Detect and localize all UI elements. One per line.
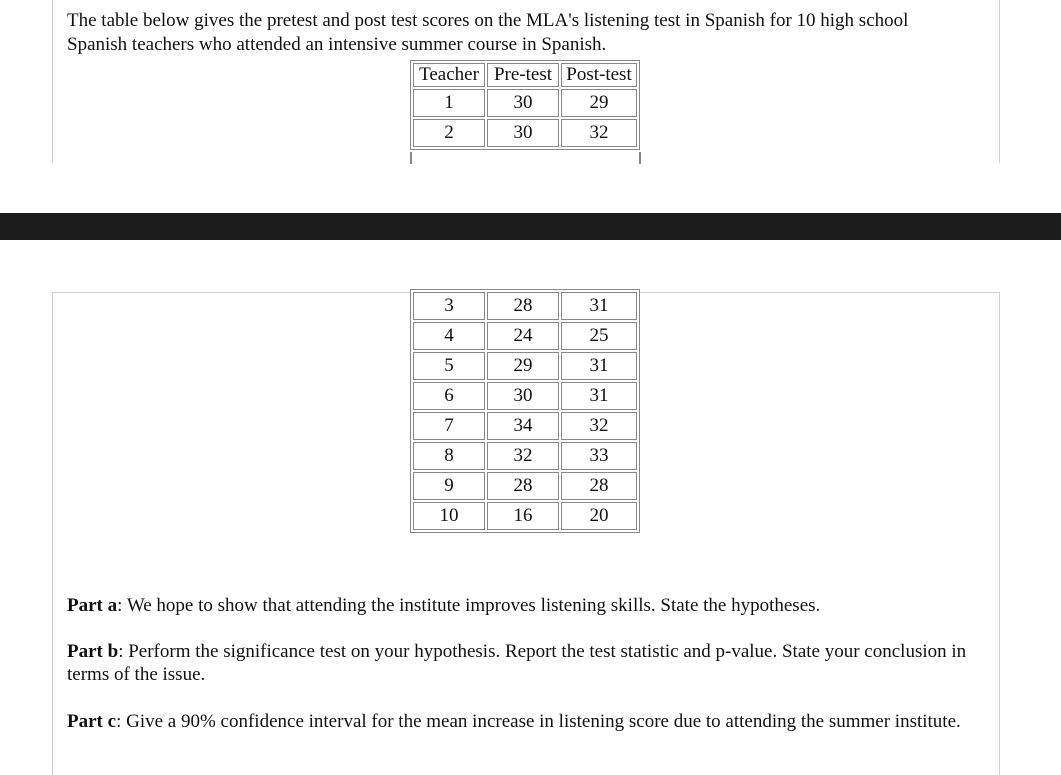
cell-teacher: 10 xyxy=(413,502,485,530)
cell-teacher: 1 xyxy=(413,89,485,117)
header-teacher: Teacher xyxy=(413,63,485,87)
table-row xyxy=(413,119,637,147)
cell-pretest: 32 xyxy=(487,442,559,470)
part-b-text: Perform the significance test on your hypothesis. Report the test statistic and p-value. State your conclusion in terms of the issue. xyxy=(67,641,967,685)
part-b-paragraph xyxy=(67,640,987,686)
header-pretest: Pre-test xyxy=(487,63,559,87)
cell-posttest: 32 xyxy=(561,119,637,147)
cell-posttest: 31 xyxy=(561,382,637,410)
table-row xyxy=(413,442,637,470)
part-b-sep: : xyxy=(118,641,124,662)
cell-teacher: 2 xyxy=(413,119,485,147)
cell-pretest: 30 xyxy=(487,89,559,117)
table-header-row xyxy=(413,63,637,87)
cell-teacher: 4 xyxy=(413,322,485,350)
page-right-guide-top xyxy=(999,0,1000,163)
cell-pretest: 30 xyxy=(487,382,559,410)
cell-teacher: 6 xyxy=(413,382,485,410)
cell-posttest: 31 xyxy=(561,292,637,320)
part-a-label: Part a xyxy=(67,595,118,616)
cell-teacher: 9 xyxy=(413,472,485,500)
cell-posttest: 20 xyxy=(561,502,637,530)
part-c-paragraph xyxy=(67,710,987,733)
part-c-label: Part c xyxy=(67,711,117,732)
cell-pretest: 24 xyxy=(487,322,559,350)
cell-pretest: 30 xyxy=(487,119,559,147)
part-a-text: We hope to show that attending the institute improves listening skills. State the hypotheses. xyxy=(122,595,821,616)
scores-table-top xyxy=(410,60,640,150)
part-a-sep: : xyxy=(117,595,123,616)
table-row xyxy=(413,352,637,380)
table-row xyxy=(413,412,637,440)
cell-pretest: 28 xyxy=(487,292,559,320)
table-cut-edge xyxy=(410,152,641,164)
table-row xyxy=(413,502,637,530)
cell-posttest: 32 xyxy=(561,412,637,440)
part-a-paragraph xyxy=(67,594,987,617)
cell-posttest: 31 xyxy=(561,352,637,380)
cell-pretest: 16 xyxy=(487,502,559,530)
table-row xyxy=(413,89,637,117)
cell-posttest: 29 xyxy=(561,89,637,117)
table-row xyxy=(413,322,637,350)
page-left-guide-top xyxy=(52,0,53,163)
part-b-label: Part b xyxy=(67,641,119,662)
table-row xyxy=(413,292,637,320)
table-row xyxy=(413,382,637,410)
table-row xyxy=(413,472,637,500)
part-c-sep: : xyxy=(116,711,122,732)
scores-table-bottom xyxy=(410,289,640,533)
cell-pretest: 29 xyxy=(487,352,559,380)
cell-pretest: 28 xyxy=(487,472,559,500)
cell-pretest: 34 xyxy=(487,412,559,440)
intro-paragraph: The table below gives the pretest and post test scores on the MLA's listening test in Spanish for 10 high school Spanish teachers who attended an intensive summer course in Spanish. xyxy=(67,10,909,55)
page-right-guide-bottom xyxy=(999,292,1000,775)
cell-teacher: 7 xyxy=(413,412,485,440)
cell-teacher: 5 xyxy=(413,352,485,380)
part-c-text: Give a 90% confidence interval for the mean increase in listening score due to attending the summer institute. xyxy=(121,711,961,732)
cell-teacher: 8 xyxy=(413,442,485,470)
cell-posttest: 25 xyxy=(561,322,637,350)
cell-posttest: 33 xyxy=(561,442,637,470)
cell-teacher: 3 xyxy=(413,292,485,320)
cell-posttest: 28 xyxy=(561,472,637,500)
page-left-guide-bottom xyxy=(52,292,53,775)
header-posttest: Post-test xyxy=(561,63,637,87)
screenshot-separator-bar xyxy=(0,213,1061,240)
